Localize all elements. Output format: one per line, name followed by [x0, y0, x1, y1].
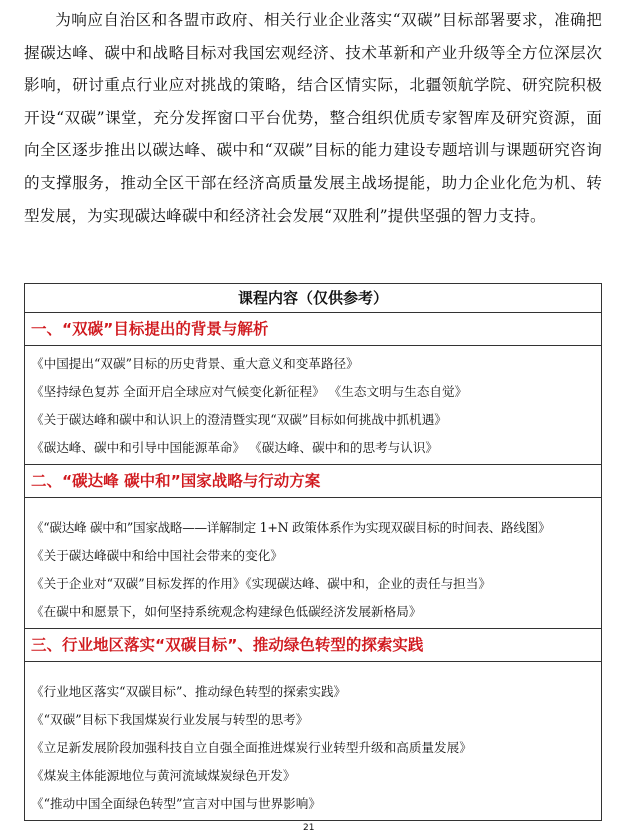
course-content-table	[24, 283, 602, 821]
course-item: 《行业地区落实“双碳目标”、推动绿色转型的探索实践》	[31, 684, 347, 699]
course-item: 《中国提出“双碳”目标的历史背景、重大意义和变革路径》	[31, 356, 359, 371]
page-number: 21	[303, 823, 315, 833]
section-heading-2: 二、“碳达峰 碳中和”国家战略与行动方案	[25, 465, 601, 498]
course-item: 《关于碳达峰碳中和给中国社会带来的变化》	[31, 548, 283, 563]
course-item: 《碳达峰、碳中和引导中国能源革命》 《碳达峰、碳中和的思考与认识》	[31, 440, 439, 455]
section-list-1	[25, 346, 601, 465]
course-item: 《坚持绿色复苏 全面开启全球应对气候变化新征程》 《生态文明与生态自觉》	[31, 384, 468, 399]
section-list-2	[25, 498, 601, 629]
course-item: 《关于企业对“双碳”目标发挥的作用》《实现碳达峰、碳中和，企业的责任与担当》	[31, 576, 491, 591]
section-list-3	[25, 662, 601, 820]
course-item: 《关于碳达峰和碳中和认识上的澄清暨实现“双碳”目标如何挑战中抓机遇》	[31, 412, 447, 427]
course-item: 《在碳中和愿景下，如何坚持系统观念构建绿色低碳经济发展新格局》	[31, 604, 422, 619]
course-table-title: 课程内容（仅供参考）	[25, 284, 601, 313]
section-heading-1: 一、“双碳”目标提出的背景与解析	[25, 313, 601, 346]
course-item: 《“双碳”目标下我国煤炭行业发展与转型的思考》	[31, 712, 309, 727]
section-heading-3: 三、行业地区落实“双碳目标”、推动绿色转型的探索实践	[25, 629, 601, 662]
intro-paragraph: 为响应自治区和各盟市政府、相关行业企业落实“双碳”目标部署要求，准确把握碳达峰、碳中和战略目标对我国宏观经济、技术革新和产业升级等全方位深层次影响，研讨重点行业应对挑战的策略，结合区情实际，北疆领航学院、研究院积极开设“双碳”课堂，充分发挥窗口平台优势，整合组织优质专家智库及研究资源，面向全区逐步推出以碳达峰、碳中和“双碳”目标的能力建设专题培训与课题研究咨询的支撑服务，推动全区干部在经济高质量发展主战场提能，助力企业化危为机、转型发展，为实现碳达峰碳中和经济社会发展“双胜利”提供坚强的智力支持。	[24, 11, 602, 225]
course-item: 《立足新发展阶段加强科技自立自强全面推进煤炭行业转型升级和高质量发展》	[31, 740, 472, 755]
course-item: 《“推动中国全面绿色转型”宣言对中国与世界影响》	[31, 796, 321, 811]
course-item: 《煤炭主体能源地位与黄河流域煤炭绿色开发》	[31, 768, 296, 783]
course-item: 《“碳达峰 碳中和”国家战略——详解制定 1+N 政策体系作为实现双碳目标的时间表、路线图》	[31, 520, 551, 535]
